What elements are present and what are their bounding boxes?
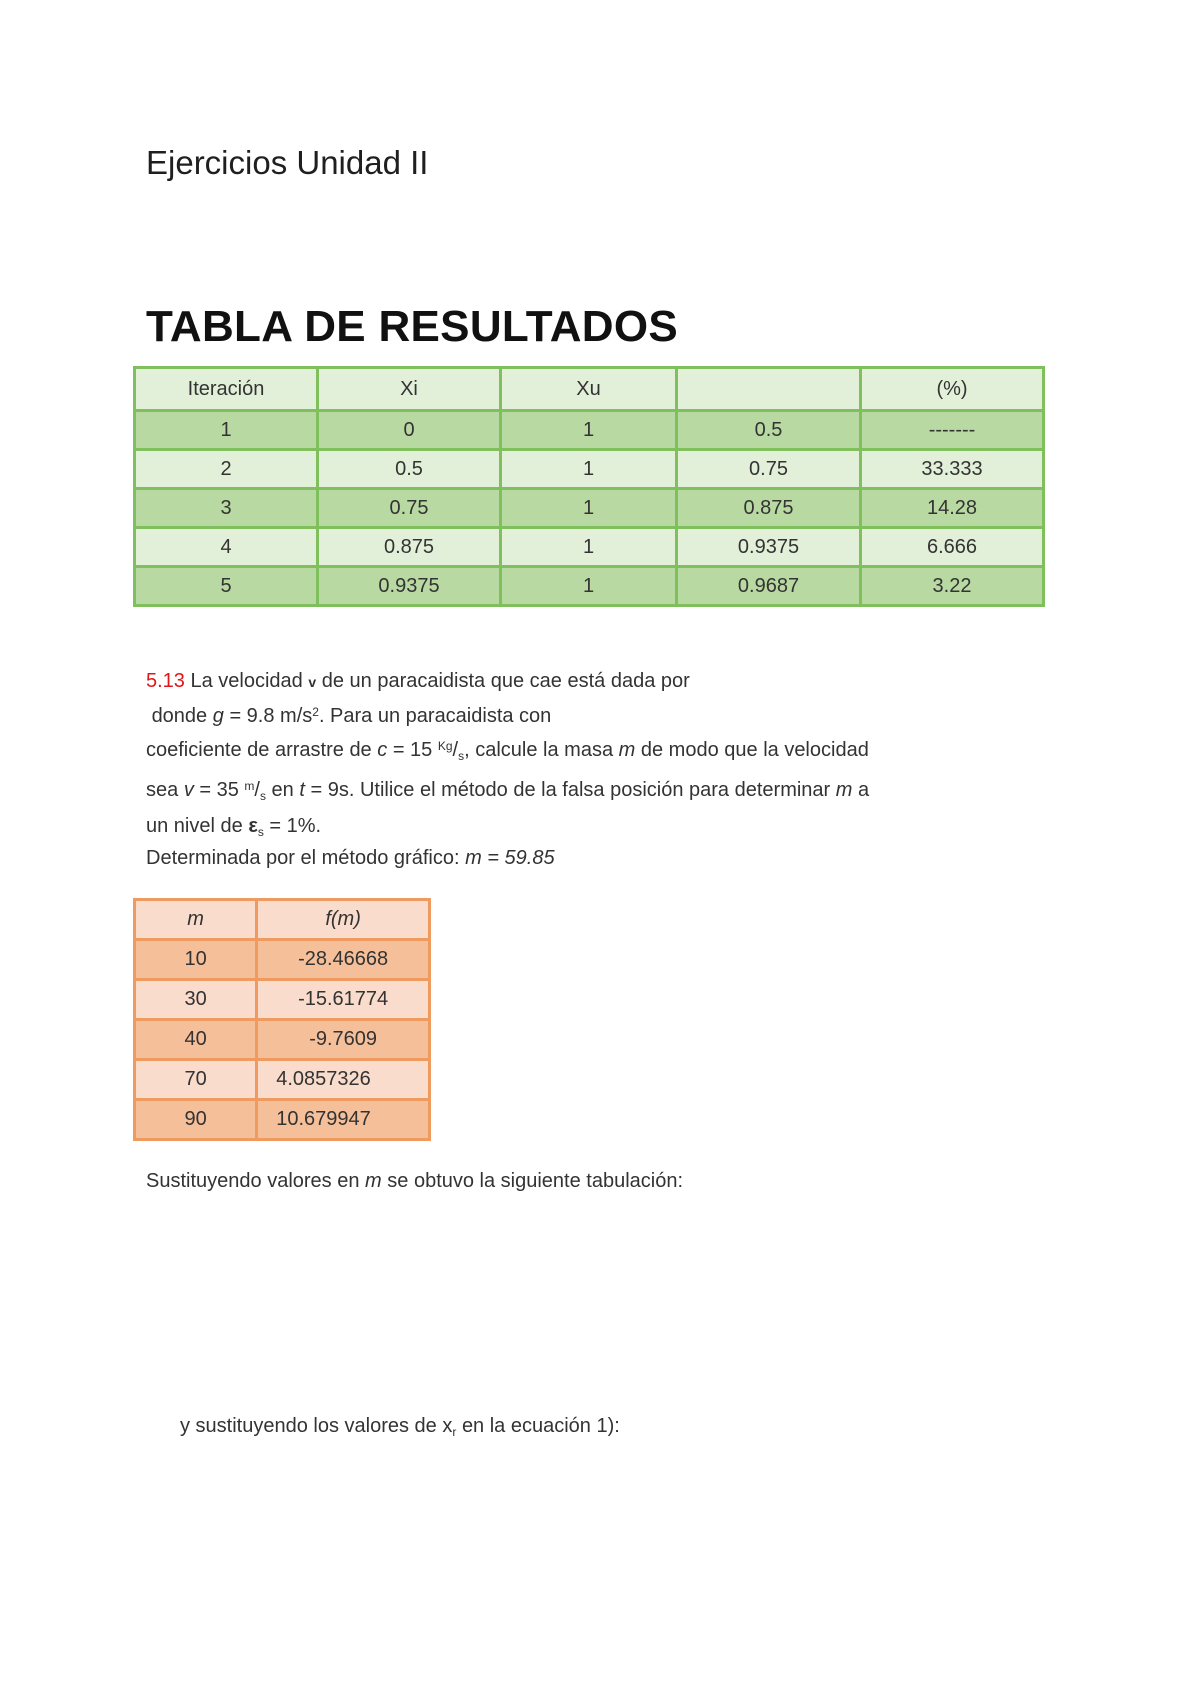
table-row (135, 528, 1044, 567)
table-cell: 33.333 (861, 450, 1044, 489)
table-row (135, 567, 1044, 606)
table-cell: 4.0857326 (257, 1060, 430, 1100)
table-row (135, 980, 430, 1020)
header-cell-m: m (135, 900, 257, 940)
xr-text: en la ecuación 1): (461, 1415, 620, 1437)
table-cell: 4 (135, 528, 318, 567)
problem-line-4 (146, 771, 996, 811)
unit-slash: / (254, 779, 260, 801)
table-cell: 70 (135, 1060, 257, 1100)
problem-text: en (271, 779, 294, 801)
mass-symbol: m (835, 779, 853, 801)
table-cell: -9.7609 (257, 1020, 430, 1060)
table-cell: 0.9375 (318, 567, 501, 606)
velocity-symbol: v (183, 779, 194, 801)
header-cell-empty (677, 368, 861, 411)
unit-numerator: m (244, 779, 255, 793)
problem-line-3 (146, 731, 996, 771)
substitution-text: Sustituyendo valores en (146, 1170, 360, 1192)
header-xu-label: Xu (576, 377, 601, 400)
table-cell: 10.679947 (257, 1100, 430, 1140)
problem-text: = 9s. Utilice el método de la falsa posición para determinar (310, 779, 831, 801)
table-cell: 14.28 (861, 489, 1044, 528)
results-table (133, 366, 1045, 607)
table-cell: 1 (501, 450, 677, 489)
table-row (135, 1060, 430, 1100)
gravity-symbol: g (212, 705, 224, 727)
table-cell: 0.9375 (677, 528, 861, 567)
substitution-line (146, 1166, 683, 1196)
header-cell-xi (318, 368, 501, 411)
problem-text: de modo que la velocidad (640, 739, 869, 761)
epsilon-symbol: ε (248, 815, 258, 837)
table-row (135, 940, 430, 980)
header-cell-percent: (%) (861, 368, 1044, 411)
table-row (135, 1100, 430, 1140)
drag-symbol: c (377, 739, 388, 761)
table-cell: 3.22 (861, 567, 1044, 606)
problem-text: = 9.8 m/s (229, 705, 313, 727)
problem-text: = 1%. (269, 815, 322, 837)
table-cell: 1 (501, 528, 677, 567)
problem-text: a (858, 779, 870, 801)
fm-table-header-row (135, 900, 430, 940)
velocity-symbol: v (308, 674, 317, 690)
problem-number: 5.13 (146, 670, 185, 692)
epsilon-subscript: s (257, 825, 264, 839)
table-cell: 1 (135, 411, 318, 450)
table-cell: 1 (501, 411, 677, 450)
table-row (135, 450, 1044, 489)
table-row (135, 1020, 430, 1060)
header-cell-iteracion: Iteración (135, 368, 318, 411)
table-cell: -28.46668 (257, 940, 430, 980)
table-cell: 1 (501, 567, 677, 606)
substitution-text: se obtuvo la siguiente tabulación: (387, 1170, 684, 1192)
document-title: Ejercicios Unidad II (146, 144, 429, 181)
problem-text: . Para un paracaidista con (318, 705, 552, 727)
exponent: 2 (312, 705, 319, 719)
mass-symbol: m (618, 739, 636, 761)
table-cell: 0.75 (318, 489, 501, 528)
problem-text: donde (151, 705, 208, 727)
table-cell: 0.875 (318, 528, 501, 567)
table-cell: 0.875 (677, 489, 861, 528)
problem-text: sea (146, 779, 179, 801)
problem-text: = 35 (199, 779, 239, 801)
table-cell: 2 (135, 450, 318, 489)
problem-text: , calcule la masa (464, 739, 614, 761)
table-row (135, 489, 1044, 528)
table-cell: 40 (135, 1020, 257, 1060)
xr-subscript: r (452, 1425, 457, 1439)
table-cell: 3 (135, 489, 318, 528)
unit-denominator: s (259, 789, 266, 803)
table-cell: 10 (135, 940, 257, 980)
graphic-method-text: Determinada por el método gráfico: (146, 847, 460, 869)
problem-text: un nivel de (146, 815, 243, 837)
table-cell: 0.9687 (677, 567, 861, 606)
mass-symbol: m (365, 1170, 382, 1192)
fm-table (133, 898, 431, 1141)
xr-text: y sustituyendo los valores de x (180, 1415, 453, 1437)
table-cell: 0.5 (677, 411, 861, 450)
problem-text: La velocidad (190, 670, 303, 692)
table-cell: 6.666 (861, 528, 1044, 567)
table-cell: 30 (135, 980, 257, 1020)
graphic-method-value: m = 59.85 (465, 847, 555, 869)
problem-text: = 15 (392, 739, 433, 761)
header-cell-xu (501, 368, 677, 411)
time-symbol: t (299, 779, 305, 801)
problem-text: de un paracaidista que cae está dada por (321, 670, 690, 692)
unit-denominator: s (458, 749, 465, 763)
table-cell: 0 (318, 411, 501, 450)
table-cell: ------- (861, 411, 1044, 450)
unit-slash: / (452, 739, 459, 761)
problem-text: coeficiente de arrastre de (146, 739, 372, 761)
unit-numerator: Kg (437, 739, 453, 753)
table-cell: 0.75 (677, 450, 861, 489)
table-cell: -15.61774 (257, 980, 430, 1020)
problem-line-2 (146, 697, 996, 731)
table-cell: 0.5 (318, 450, 501, 489)
table-cell: 5 (135, 567, 318, 606)
problem-line-1 (146, 666, 996, 697)
header-cell-fm: f(m) (257, 900, 430, 940)
table-row (135, 411, 1044, 450)
xr-substitution-line (180, 1411, 620, 1447)
table-cell: 90 (135, 1100, 257, 1140)
results-table-heading: TABLA DE RESULTADOS (146, 302, 679, 351)
graphic-method-line (146, 843, 555, 873)
problem-statement (146, 666, 996, 847)
results-table-header-row (135, 368, 1044, 411)
table-cell: 1 (501, 489, 677, 528)
problem-line-5 (146, 811, 996, 847)
header-xi-label: Xi (400, 377, 418, 400)
